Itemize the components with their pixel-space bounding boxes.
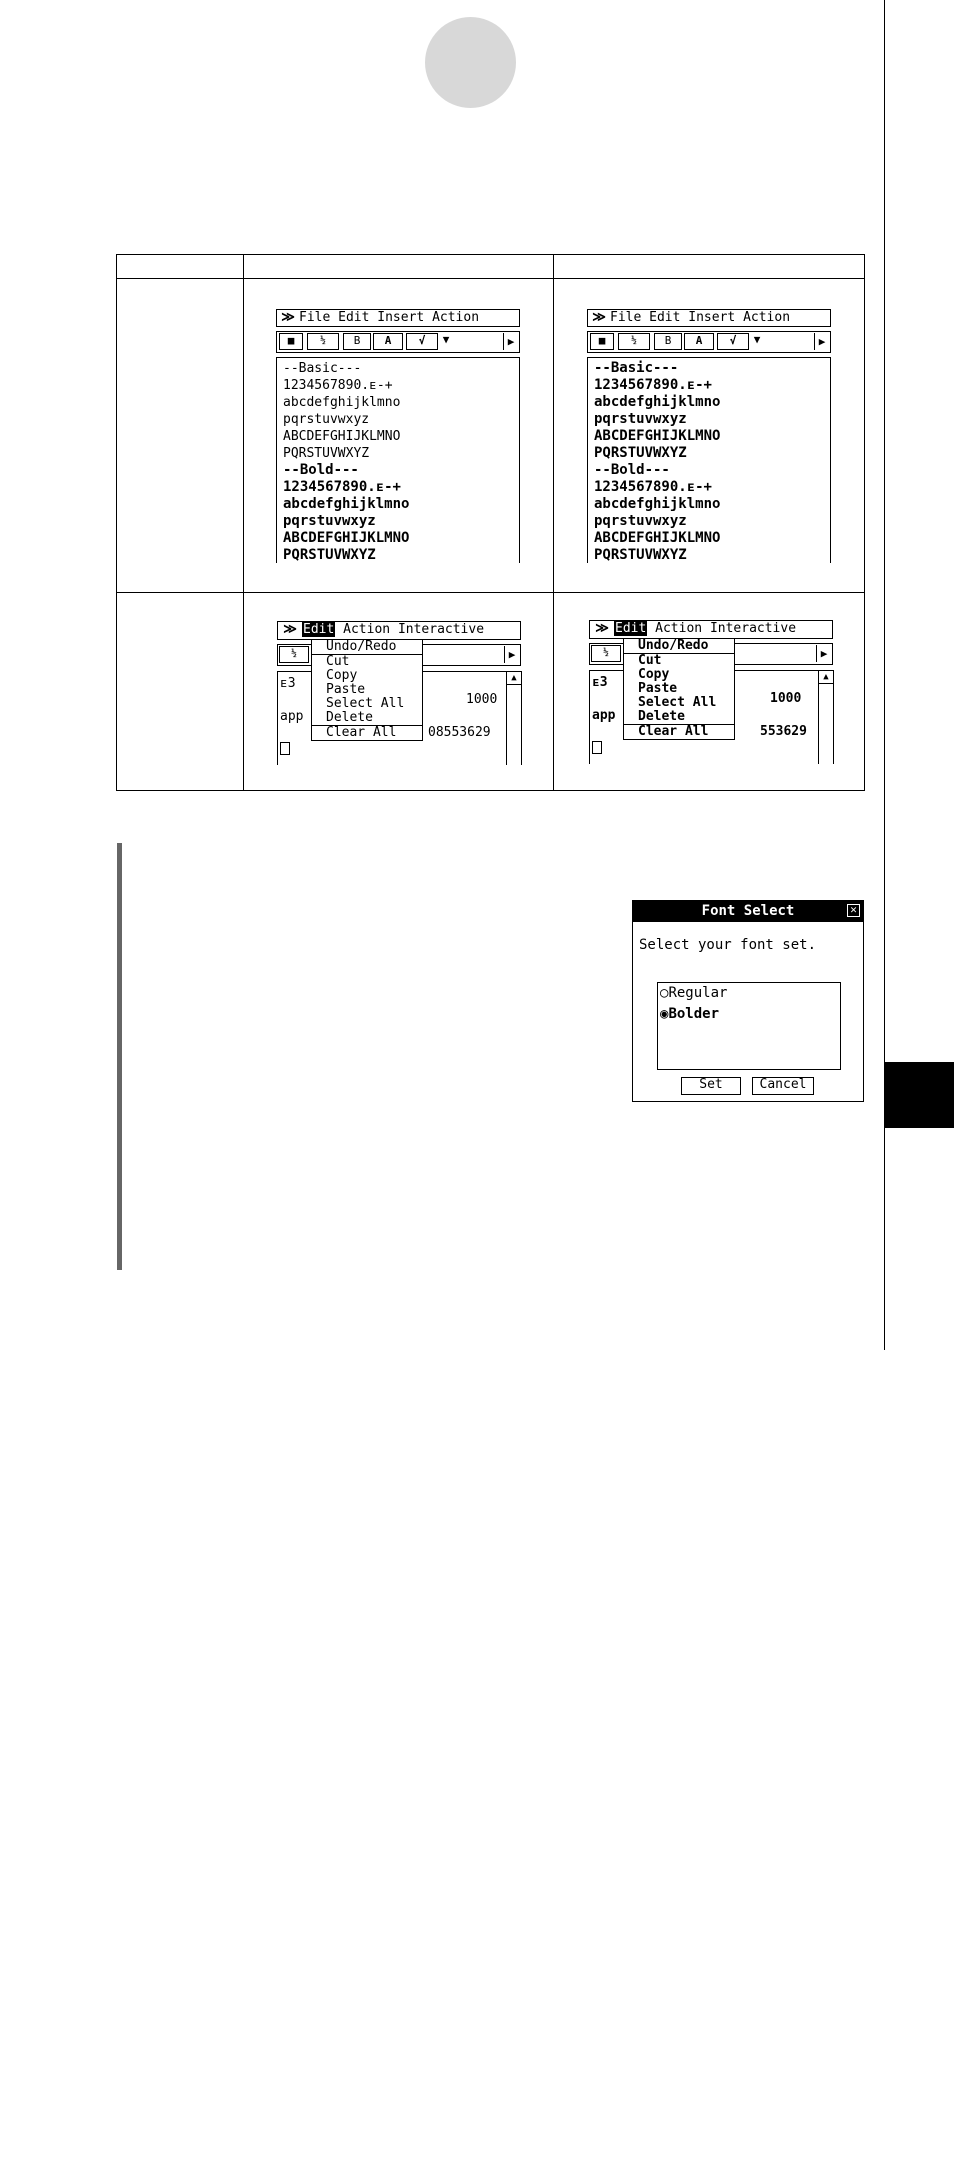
menu-item-delete[interactable]: Delete (326, 710, 373, 725)
uppercase-line-1: ABCDEFGHIJKLMNO (594, 428, 721, 444)
math-icon[interactable]: √ (717, 333, 749, 350)
header-cell-bolder (554, 255, 865, 279)
menu-edit[interactable]: Edit (649, 310, 681, 325)
uppercase-line-2: PQRSTUVWXYZ (283, 446, 370, 461)
regular-font-screen (276, 309, 521, 565)
bold-button[interactable]: B (654, 333, 682, 350)
menu-bar (589, 620, 833, 639)
basic-heading: --Basic--- (283, 361, 362, 376)
menu-interactive[interactable]: Interactive (709, 621, 797, 636)
menu-item-delete[interactable]: Delete (638, 709, 685, 724)
math-icon[interactable]: √ (406, 333, 438, 350)
dialog-title: Font Select (701, 903, 795, 919)
convert-icon[interactable]: ½ (279, 646, 309, 663)
set-button[interactable]: Set (681, 1077, 741, 1095)
cursor-box (592, 741, 602, 754)
menu-insert[interactable]: Insert (688, 310, 736, 325)
menu-edit[interactable]: Edit (338, 310, 370, 325)
menu-chevron-icon[interactable]: ≫ (595, 621, 609, 636)
menu-item-paste[interactable]: Paste (326, 682, 366, 697)
radio-unselected-icon: ○ (660, 985, 669, 1001)
bold-uppercase-line-2: PQRSTUVWXYZ (283, 547, 376, 563)
uppercase-line-1: ABCDEFGHIJKLMNO (283, 429, 401, 444)
bold-lowercase-line-1: abcdefghijklmno (594, 496, 721, 512)
menu-action[interactable]: Action (743, 310, 791, 325)
bold-heading: --Bold--- (283, 462, 359, 478)
toolbar (276, 331, 520, 353)
work-row-2: app (592, 708, 616, 723)
bold-heading: --Bold--- (594, 462, 670, 478)
convert-icon[interactable]: ½ (618, 333, 650, 350)
save-icon[interactable]: ■ (279, 333, 303, 350)
scrollbar[interactable] (818, 670, 834, 764)
save-icon[interactable]: ■ (590, 333, 614, 350)
menu-interactive[interactable]: Interactive (397, 622, 485, 637)
menu-bar (277, 621, 521, 640)
work-row-2: app (280, 709, 304, 724)
dialog-title-bar (633, 901, 863, 922)
scroll-up-icon[interactable]: ▲ (507, 672, 521, 685)
menu-item-cut[interactable]: Cut (638, 653, 662, 668)
menu-item-clear-all[interactable]: Clear All (312, 725, 422, 740)
dropdown-arrow-icon[interactable]: ▼ (753, 333, 761, 346)
radio-selected-icon: ◉ (660, 1006, 669, 1022)
uppercase-line-2: PQRSTUVWXYZ (594, 445, 687, 461)
bolder-menu-screen (589, 620, 834, 766)
margin-rule (884, 0, 885, 1350)
menu-action[interactable]: Action (432, 310, 480, 325)
digits-line: 1234567890.ᴇ-+ (594, 377, 712, 393)
work-row-2-value: 08553629 (428, 725, 491, 740)
toolbar (587, 331, 831, 353)
bold-lowercase-line-1: abcdefghijklmno (283, 496, 410, 512)
menu-file[interactable]: File (299, 310, 331, 325)
font-set-list (657, 982, 841, 1070)
font-style-icon[interactable]: A (373, 333, 403, 350)
bold-digits-line: 1234567890.ᴇ-+ (594, 479, 712, 495)
toolbar-scroll-right-icon[interactable]: ▶ (503, 333, 518, 350)
font-style-icon[interactable]: A (684, 333, 714, 350)
menu-insert[interactable]: Insert (377, 310, 425, 325)
menu-item-select-all[interactable]: Select All (638, 695, 717, 710)
work-row-1-value: 1000 (770, 691, 802, 706)
toolbar-scroll-right-icon[interactable]: ▶ (816, 645, 831, 662)
menu-file[interactable]: File (610, 310, 642, 325)
edit-dropdown-menu (623, 638, 735, 740)
option-bolder[interactable] (660, 1006, 719, 1022)
menu-chevron-icon[interactable]: ≫ (592, 310, 606, 325)
convert-icon[interactable]: ½ (307, 333, 339, 350)
menu-action[interactable]: Action (655, 621, 703, 636)
bold-digits-line: 1234567890.ᴇ-+ (283, 479, 401, 495)
work-row-1: ᴇ3 (280, 676, 296, 691)
sample-text-area[interactable] (587, 357, 831, 563)
edit-dropdown-menu (311, 639, 423, 741)
menu-item-undo-redo[interactable]: Undo/Redo (312, 640, 422, 655)
menu-item-select-all[interactable]: Select All (326, 696, 405, 711)
sample-text-area[interactable] (276, 357, 520, 563)
digits-line: 1234567890.ᴇ-+ (283, 378, 393, 393)
lowercase-line-1: abcdefghijklmno (594, 394, 721, 410)
menu-item-copy[interactable]: Copy (326, 668, 358, 683)
bold-uppercase-line-1: ABCDEFGHIJKLMNO (594, 530, 721, 546)
font-select-dialog (632, 900, 864, 1102)
menu-bar (587, 309, 831, 327)
toolbar-scroll-right-icon[interactable]: ▶ (504, 646, 519, 663)
cancel-button[interactable]: Cancel (752, 1077, 814, 1095)
header-cell-regular (244, 255, 554, 279)
option-regular-label: Regular (668, 985, 728, 1001)
bold-uppercase-line-2: PQRSTUVWXYZ (594, 547, 687, 563)
chapter-circle (425, 17, 516, 108)
work-row-2-value: 553629 (760, 724, 807, 739)
menu-bar (276, 309, 520, 327)
lowercase-line-2: pqrstuvwxyz (594, 411, 687, 427)
chapter-tab (884, 1062, 954, 1128)
work-row-1-value: 1000 (466, 692, 498, 707)
menu-edit-active[interactable]: Edit (303, 622, 335, 637)
row-label-cell (117, 279, 244, 593)
header-cell-empty (117, 255, 244, 279)
menu-item-copy[interactable]: Copy (638, 667, 670, 682)
scrollbar[interactable] (506, 671, 522, 765)
menu-edit-active[interactable]: Edit (615, 621, 647, 636)
dialog-prompt: Select your font set. (639, 937, 817, 953)
menu-chevron-icon[interactable]: ≫ (283, 622, 297, 637)
menu-item-paste[interactable]: Paste (638, 681, 678, 696)
basic-heading: --Basic--- (594, 360, 679, 376)
menu-action[interactable]: Action (343, 622, 391, 637)
menu-chevron-icon[interactable]: ≫ (281, 310, 295, 325)
regular-menu-screen (277, 621, 522, 766)
lowercase-line-1: abcdefghijklmno (283, 395, 401, 410)
row-label-cell (117, 593, 244, 791)
convert-icon[interactable]: ½ (591, 645, 621, 662)
lowercase-line-2: pqrstuvwxyz (283, 412, 370, 427)
scroll-up-icon[interactable]: ▲ (819, 671, 833, 684)
option-regular[interactable] (660, 985, 727, 1001)
bold-lowercase-line-2: pqrstuvwxyz (283, 513, 376, 529)
close-icon[interactable]: ✕ (847, 904, 860, 917)
option-bolder-label: Bolder (668, 1006, 720, 1022)
cursor-box (280, 742, 290, 755)
bolder-font-screen (587, 309, 832, 565)
menu-item-undo-redo[interactable]: Undo/Redo (624, 639, 734, 654)
bold-uppercase-line-1: ABCDEFGHIJKLMNO (283, 530, 410, 546)
dropdown-arrow-icon[interactable]: ▼ (442, 333, 450, 346)
work-row-1: ᴇ3 (592, 675, 608, 690)
menu-item-clear-all[interactable]: Clear All (624, 724, 734, 739)
bold-lowercase-line-2: pqrstuvwxyz (594, 513, 687, 529)
bold-button[interactable]: B (343, 333, 371, 350)
menu-item-cut[interactable]: Cut (326, 654, 350, 669)
procedure-bar (117, 843, 122, 1270)
toolbar-scroll-right-icon[interactable]: ▶ (814, 333, 829, 350)
